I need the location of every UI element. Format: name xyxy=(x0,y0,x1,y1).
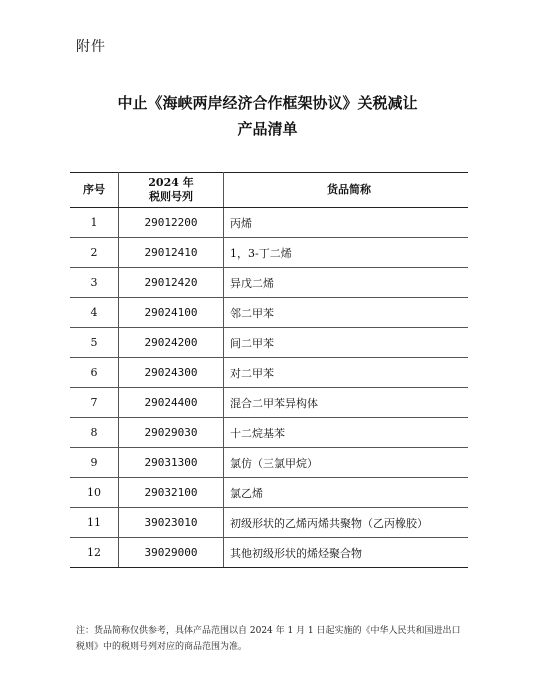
row-tariff-code: 29031300 xyxy=(119,448,224,478)
row-product-name: 1，3-丁二烯 xyxy=(224,238,469,268)
row-no: 10 xyxy=(70,478,119,508)
row-product-name: 初级形状的乙烯丙烯共聚物（乙丙橡胶） xyxy=(224,508,469,538)
table-row xyxy=(70,478,468,508)
table-row xyxy=(70,508,468,538)
header-tariff-code xyxy=(119,173,224,208)
header-code-year: 2024 年 xyxy=(148,176,194,189)
header-code-label: 税则号列 xyxy=(149,190,193,203)
product-list-table xyxy=(70,172,468,568)
row-tariff-code: 29012410 xyxy=(119,238,224,268)
table-row xyxy=(70,538,468,568)
row-product-name: 其他初级形状的烯烃聚合物 xyxy=(224,538,469,568)
table-row xyxy=(70,328,468,358)
table-row xyxy=(70,238,468,268)
document-subtitle: 产品清单 xyxy=(237,120,298,138)
footnote: 注：货品简称仅供参考，具体产品范围以自 2024 年 1 月 1 日起实施的《中华人民共和国进出口税则》中的税则号列对应的商品范围为准。 xyxy=(76,626,461,652)
table-row xyxy=(70,298,468,328)
row-no: 6 xyxy=(70,358,119,388)
row-no: 12 xyxy=(70,538,119,568)
row-product-name: 氯仿（三氯甲烷） xyxy=(224,448,469,478)
row-no: 7 xyxy=(70,388,119,418)
row-tariff-code: 29012200 xyxy=(119,208,224,238)
row-no: 2 xyxy=(70,238,119,268)
row-tariff-code: 39023010 xyxy=(119,508,224,538)
row-product-name: 丙烯 xyxy=(224,208,469,238)
row-no: 3 xyxy=(70,268,119,298)
row-tariff-code: 39029000 xyxy=(119,538,224,568)
row-tariff-code: 29024300 xyxy=(119,358,224,388)
header-no: 序号 xyxy=(70,173,119,208)
table-row xyxy=(70,388,468,418)
row-product-name: 异戊二烯 xyxy=(224,268,469,298)
row-no: 8 xyxy=(70,418,119,448)
row-tariff-code: 29032100 xyxy=(119,478,224,508)
header-product-name: 货品简称 xyxy=(224,173,469,208)
table-header-row xyxy=(70,173,468,208)
row-no: 9 xyxy=(70,448,119,478)
row-no: 5 xyxy=(70,328,119,358)
row-tariff-code: 29029030 xyxy=(119,418,224,448)
table-row xyxy=(70,418,468,448)
table-row xyxy=(70,448,468,478)
row-no: 1 xyxy=(70,208,119,238)
row-product-name: 对二甲苯 xyxy=(224,358,469,388)
row-product-name: 十二烷基苯 xyxy=(224,418,469,448)
row-product-name: 氯乙烯 xyxy=(224,478,469,508)
attachment-label: 附件 xyxy=(76,39,106,55)
table-row xyxy=(70,358,468,388)
table-row xyxy=(70,208,468,238)
row-tariff-code: 29024400 xyxy=(119,388,224,418)
row-tariff-code: 29024200 xyxy=(119,328,224,358)
row-no: 11 xyxy=(70,508,119,538)
row-tariff-code: 29024100 xyxy=(119,298,224,328)
row-product-name: 邻二甲苯 xyxy=(224,298,469,328)
table-row xyxy=(70,268,468,298)
row-product-name: 混合二甲苯异构体 xyxy=(224,388,469,418)
document-title: 中止《海峡两岸经济合作框架协议》关税减让 xyxy=(117,94,418,112)
row-product-name: 间二甲苯 xyxy=(224,328,469,358)
row-tariff-code: 29012420 xyxy=(119,268,224,298)
row-no: 4 xyxy=(70,298,119,328)
